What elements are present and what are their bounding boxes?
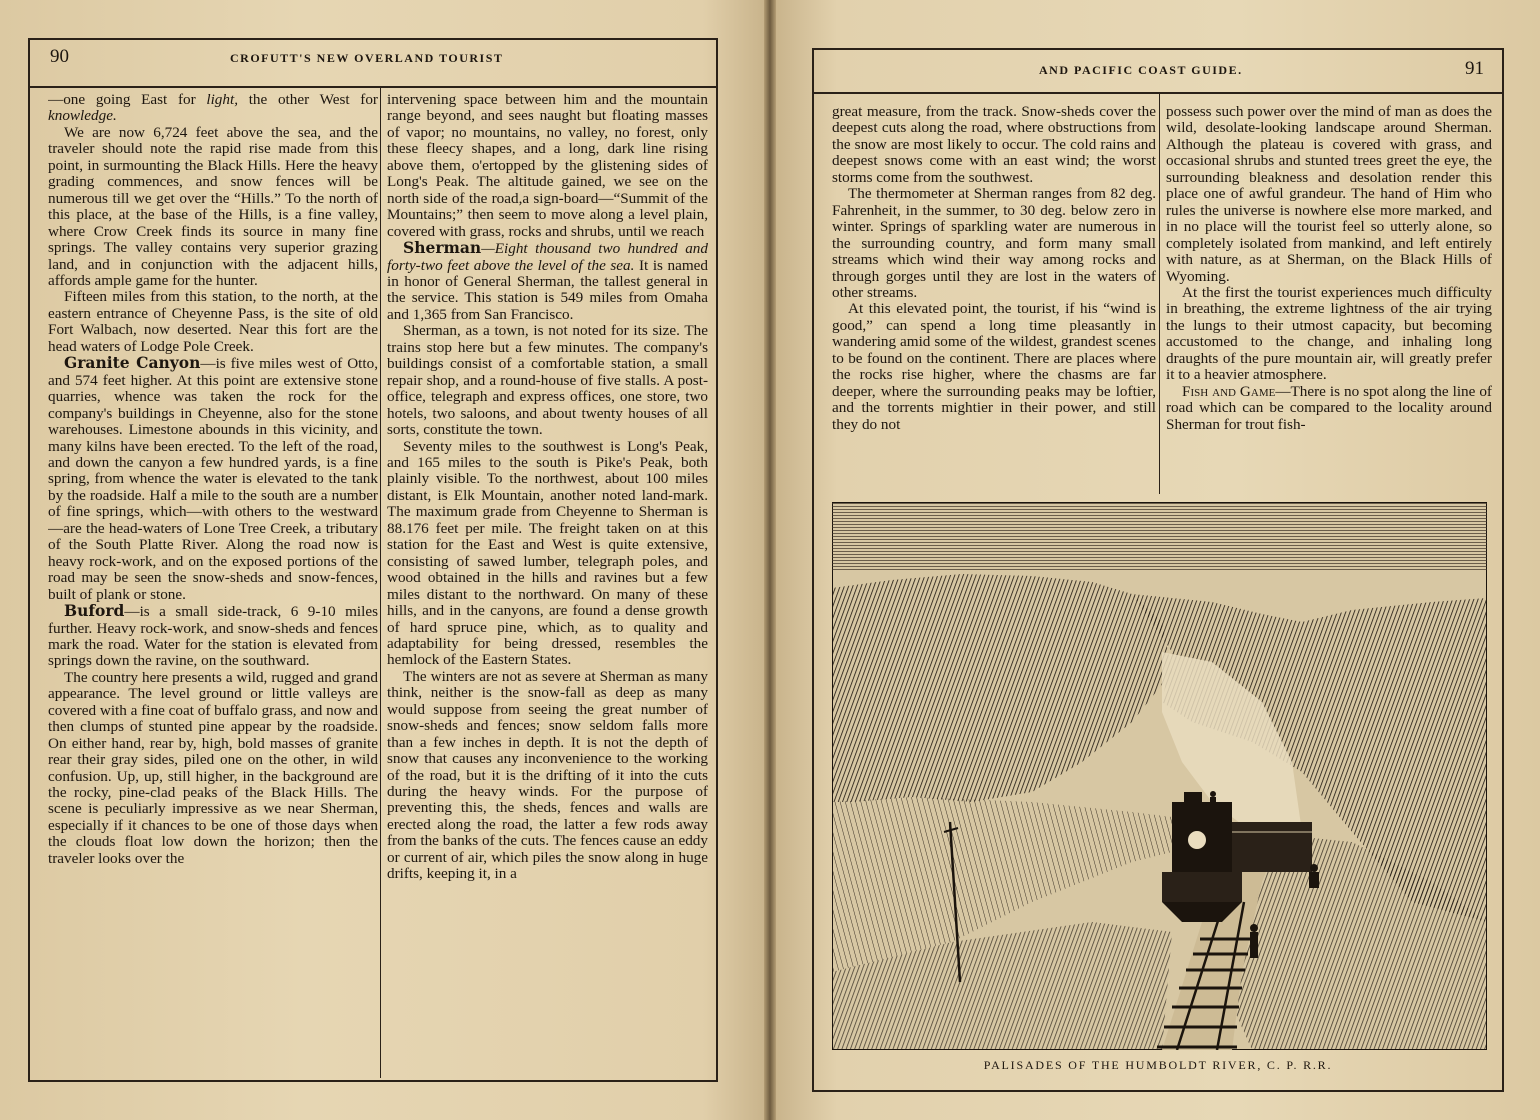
column-divider: [380, 86, 381, 1078]
paragraph: Sherman, as a town, is not noted for its size. The trains stop here but a few minutes. The company's buildings consist of a comfortable station, a small repair shop, and a round-house of five stalls. A post-office, telegraph and express offices, one store, two hotels, two saloons, and about twenty houses of all sorts, constitute the town.: [387, 322, 708, 439]
running-head: AND PACIFIC COAST GUIDE.: [1039, 63, 1243, 77]
paragraph: great measure, from the track. Snow-sheds cover the deepest cuts along the road, where obstructions from the snow are most likely to occur. The cold rains and deepest snows come with an east wind; the worst storms come from the southwest.: [832, 104, 1156, 186]
sky: [832, 502, 1487, 572]
paragraph: —one going East for light, the other West for knowledge.: [48, 92, 378, 125]
column-divider: [1159, 92, 1160, 494]
paragraph: intervening space between him and the mountain range beyond, and sees naught but floating masses of vapor; no mountains, no valley, no forest, only these fleecy shapes, and a long, dark line rising above them, o'ertopped by the glistening sides of Long's Peak. The altitude gained, we see on the north side of the road,a sign-board—“Summit of the Mountains;” then seem to move along a level plain, covered with grass, rocks and shrubs, until we reach: [387, 92, 708, 240]
section-buford: Buford—is a small side-track, 6 9-10 miles further. Heavy rock-work, and snow-sheds and fences mark the road. Water for the station is elevated from springs down the ravine, on the southward.: [48, 601, 378, 670]
engraving-illustration: [832, 502, 1487, 1050]
page-number: 90: [50, 46, 69, 67]
right-page: [776, 0, 1540, 1120]
section-fish-and-game: Fish and Game—There is no spot along the line of road which can be compared to the locality around Sherman for trout fish-: [1166, 382, 1492, 433]
figure-caption: PALISADES OF THE HUMBOLDT RIVER, C. P. R.R.: [983, 1058, 1333, 1072]
paragraph: The winters are not as severe at Sherman as many think, neither is the snow-fall as deep as many would suppose from seeing the great number of snow-sheds and fences; snow seldom falls more than a few inches in depth. It is not the depth of snow that causes any inconvenience to the working of the road, but it is the drifting of it into the cuts during the heavy winds. For the purpose of preventing this, the sheds, fences and walls are erected along the road, the latter a few rods away from the banks of the cuts. The fences cause an eddy or current of air, which piles the snow along in huge drifts, keeping it, in a: [387, 667, 708, 883]
running-head: CROFUTT'S NEW OVERLAND TOURIST: [230, 51, 504, 65]
left-page-frame: [28, 38, 718, 1082]
right-page-frame: [812, 48, 1504, 1092]
right-column-2: [1166, 104, 1492, 494]
right-column-1: [832, 104, 1156, 494]
book-gutter: [764, 0, 776, 1120]
paragraph: At this elevated point, the tourist, if his “wind is good,” can spend a long time pleasantly in wandering amid some of the wildest, grandest scenes to be found on the continent. There are places where the rocks rise higher, where the chasms are far deeper, where the surrounding peaks may be loftier, and the torrents mightier in their power, and still they do not: [832, 300, 1156, 433]
section-granite-canyon: Granite Canyon—is five miles west of Otto, and 574 feet higher. At this point are extensive stone quarries, whence was taken the rock for the company's buildings in Cheyenne, also for the stone warehouses. Limestone abounds in this vicinity, and many kilns have been erected. To the left of the road, and down the canyon a few hundred yards, is a fine spring, from whence the water is elevated to the tank by the roadside. Half a mile to the south are a number of fine springs, which—with others to the westward—are the head-waters of Lone Tree Creek, a tributary of the South Platte River. Along the road now is heavy rock-work, and on the exposed portions of the road may be seen the snow-sheds and snow-fences, built of plank or stone.: [48, 353, 378, 603]
header-rule: [30, 86, 716, 88]
section-heading: Buford: [64, 601, 125, 621]
left-column-1: [48, 92, 378, 1074]
paragraph: The thermometer at Sherman ranges from 82 deg. Fahrenheit, in the summer, to 30 deg. below zero in winter. Springs of sparkling water are numerous in the surrounding country, and form many small streams which wind their way among rocks and through gorges until they are lost in the waters of other streams.: [832, 185, 1156, 301]
left-page: [0, 0, 764, 1120]
page-number: 91: [1465, 58, 1484, 79]
section-heading: Fish and Game: [1182, 382, 1276, 400]
paragraph: Seventy miles to the southwest is Long's Peak, and 165 miles to the south is Pike's Peak, both plainly visible. To the northwest, about 100 miles distant, is Elk Mountain, another noted land-mark. The maximum grade from Cheyenne to Sherman is 88.176 feet per mile. The freight taken on at this station for the East and West is quite extensive, consisting of sawed lumber, telegraph poles, and wood obtained in the hills and ravines but a few miles distant to the northward. On many of these hills, and in the canyons, are found a dense growth of hard spruce pine, which, as to quality and adaptability for being dressed, resembles the hemlock of the Eastern States.: [387, 437, 708, 669]
section-heading: Granite Canyon: [64, 353, 201, 373]
section-heading: Sherman: [403, 238, 482, 258]
header-rule: [814, 92, 1502, 94]
paragraph: The country here presents a wild, rugged and grand appearance. The level ground or little valleys are covered with a fine coat of buffalo grass, and now and then clumps of stunted pine appear by the roadside. On either hand, rear by, high, bold masses of granite rear their gray sides, piled one on the other, in wild confusion. Up, up, still higher, in the background are the rocky, pine-clad peaks of the Black Hills. The scene is peculiarly impressive as we near Sherman, especially if it chances to be one of those days when the clouds float low down the horizon; then the traveler looks over the: [48, 668, 378, 867]
paragraph: At the first the tourist experiences much difficulty in breathing, the extreme lightness of the air trying the lungs to their utmost capacity, but becoming accustomed to the change, and inhaling long draughts of the pure mountain air, will greatly prefer it to a heavier atmosphere.: [1166, 283, 1492, 384]
paragraph: We are now 6,724 feet above the sea, and the traveler should note the rapid rise made from this point, in surmounting the Black Hills. Here the heavy grading commences, and snow fences will be numerous till we get over the “Hills.” To the north of this place, at the base of the Hills, is a fine valley, where Crow Creek finds its source in many fine springs. The valley contains very superior grazing land, and in conjunction with the adjacent hills, affords ample game for the hunter.: [48, 123, 378, 289]
left-column-2: [387, 92, 708, 1074]
paragraph: Fifteen miles from this station, to the north, at the eastern entrance of Cheyenne Pass, is the site of old Fort Walbach, now deserted. Near this fort are the head waters of Lodge Pole Creek.: [48, 288, 378, 355]
section-sherman: Sherman—Eight thousand two hundred and forty-two feet above the level of the sea. It is named in honor of General Sherman, the tallest general in the service. This station is 549 miles from Omaha and 1,365 from San Francisco.: [387, 238, 708, 323]
paragraph: possess such power over the mind of man as does the wild, desolate-looking landscape around Sherman. Although the plateau is covered with grass, and occasional shrubs and stunted trees greet the eye, the surrounding bleakness and desolation render this place one of awful grandeur. The hand of Him who rules the universe is nowhere else more marked, and in no place will the tourist feel so utterly alone, so completely isolated from mankind, and left entirely with nature, as at Sherman, on the Black Hills of Wyoming.: [1166, 104, 1492, 285]
